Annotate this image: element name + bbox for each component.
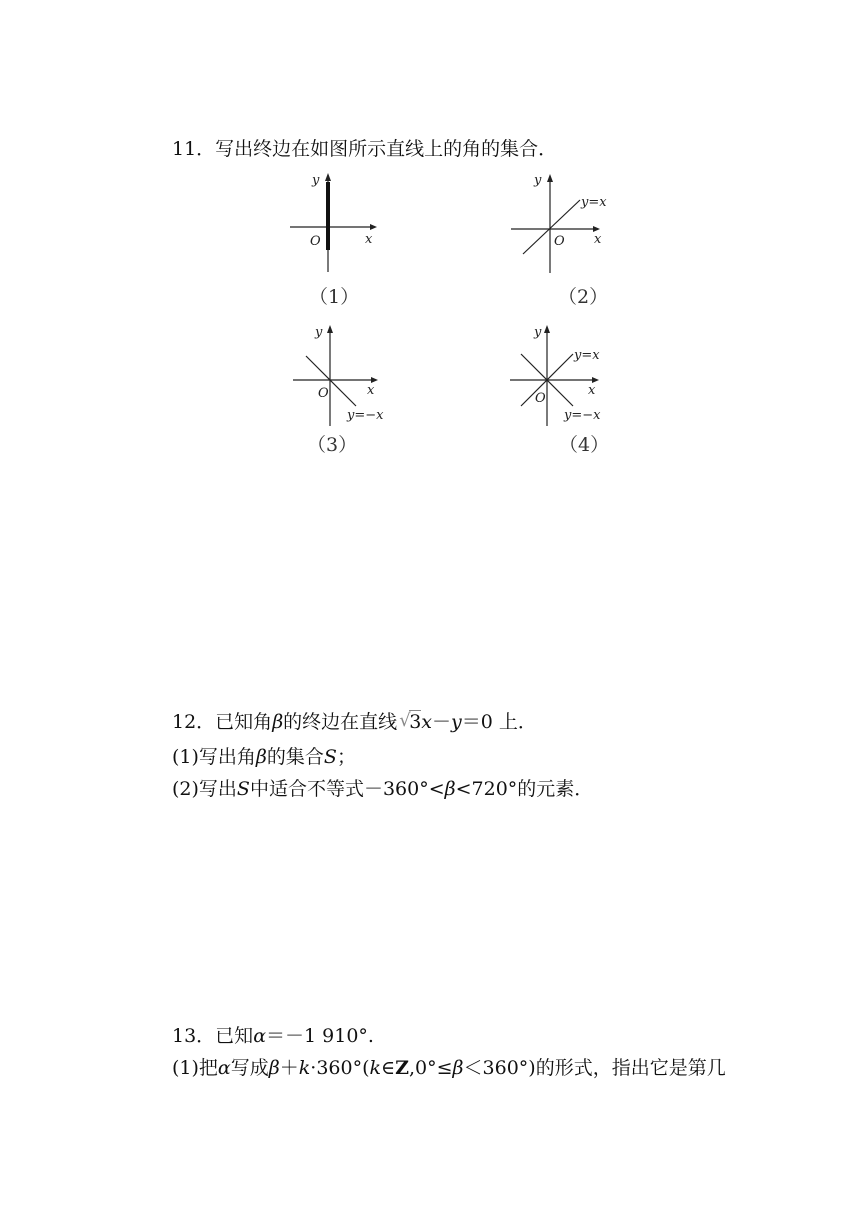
q13-line-2 <box>172 1056 726 1080</box>
sqrt-expression <box>399 711 421 733</box>
line-label-y-equals-neg-x: y=−x <box>347 408 384 423</box>
x-label: x <box>365 232 373 247</box>
figure-3-caption: （3） <box>307 434 358 456</box>
radical-sign: √ <box>399 710 411 731</box>
q12-l3-a: (2)写出 <box>172 778 237 800</box>
y-axis-arrow <box>325 173 331 181</box>
x-axis-arrow <box>370 224 377 230</box>
origin-label: O <box>310 234 321 249</box>
var-k: k <box>369 1057 382 1079</box>
q12-line-1 <box>172 710 537 734</box>
figure-1-graph <box>285 172 385 272</box>
beta-symbol: β <box>268 1057 280 1079</box>
q12-l2-c: ； <box>336 746 356 768</box>
y-label: y <box>312 173 320 188</box>
figure-4-graph <box>507 321 617 427</box>
x-label: x <box>588 383 596 398</box>
line-label-y-equals-x: y=x <box>574 348 600 363</box>
set-z: Z <box>395 1057 409 1079</box>
q12-l2-a: (1)写出角 <box>172 746 256 768</box>
q13-l2-d: ·360°( <box>310 1057 370 1079</box>
var-y: y <box>451 711 462 733</box>
q13-l2-g: ＜360°)的形式，指出它是第几 <box>463 1057 726 1079</box>
x-label: x <box>594 232 602 247</box>
q13-l2-f: ,0°≤ <box>408 1057 453 1079</box>
alpha-symbol: α <box>253 1025 267 1047</box>
var-x: x <box>421 711 432 733</box>
figure-2 <box>508 170 618 274</box>
q12-l1-end: ＝0 上． <box>461 711 537 733</box>
set-s: S <box>236 778 250 800</box>
figure-4 <box>507 321 617 427</box>
origin-label: O <box>318 386 329 401</box>
q12-l3-b: 中适合不等式－360°< <box>249 778 445 800</box>
q13-l2-e: ∈ <box>381 1057 396 1079</box>
q12-line-2 <box>172 745 356 769</box>
y-axis-arrow <box>327 325 333 333</box>
figure-1 <box>285 172 385 272</box>
q13-l1-b: ＝－1 910°. <box>266 1025 374 1047</box>
var-k: k <box>298 1057 311 1079</box>
q12-l3-c: <720°的元素． <box>455 778 594 800</box>
q13-line-1 <box>172 1024 374 1048</box>
origin-label: O <box>554 234 565 249</box>
beta-symbol: β <box>452 1057 464 1079</box>
y-label: y <box>534 173 542 188</box>
beta-symbol: β <box>444 778 456 800</box>
line-label-y-equals-x: y=x <box>581 195 607 210</box>
set-s: S <box>323 746 337 768</box>
sqrt-number: 3 <box>409 711 422 733</box>
y-label: y <box>534 325 542 340</box>
q13-l2-a: (1)把 <box>172 1057 218 1079</box>
figure-3 <box>290 321 390 427</box>
figure-2-caption: （2） <box>558 286 609 308</box>
figure-3-graph <box>290 321 390 427</box>
origin-label: O <box>535 391 546 406</box>
beta-symbol: β <box>272 711 284 733</box>
y-axis-arrow <box>544 325 550 333</box>
q12-line-3 <box>172 777 593 801</box>
y-label: y <box>315 325 323 340</box>
q12-l2-b: 的集合 <box>266 746 324 768</box>
q13-l2-b: 写成 <box>230 1057 269 1079</box>
q12-l1-a: 12．已知角 <box>172 711 273 733</box>
q11-text: 11．写出终边在如图所示直线上的角的集合． <box>172 138 558 160</box>
figure-2-graph <box>508 170 618 274</box>
alpha-symbol: α <box>217 1057 231 1079</box>
q12-l1-b: 的终边在直线 <box>283 711 398 733</box>
line-y-equals-neg-x <box>306 356 356 406</box>
figure-1-caption: （1） <box>309 286 360 308</box>
line-label-y-equals-neg-x: y=−x <box>564 408 601 423</box>
x-label: x <box>367 383 375 398</box>
beta-symbol: β <box>255 746 267 768</box>
q12-l1-minus: － <box>432 711 452 733</box>
q13-l1-a: 13．已知 <box>172 1025 254 1047</box>
y-axis-arrow <box>547 174 553 182</box>
q13-l2-plus: ＋ <box>279 1057 299 1079</box>
figure-4-caption: （4） <box>559 434 610 456</box>
line-y-equals-x <box>523 200 580 254</box>
